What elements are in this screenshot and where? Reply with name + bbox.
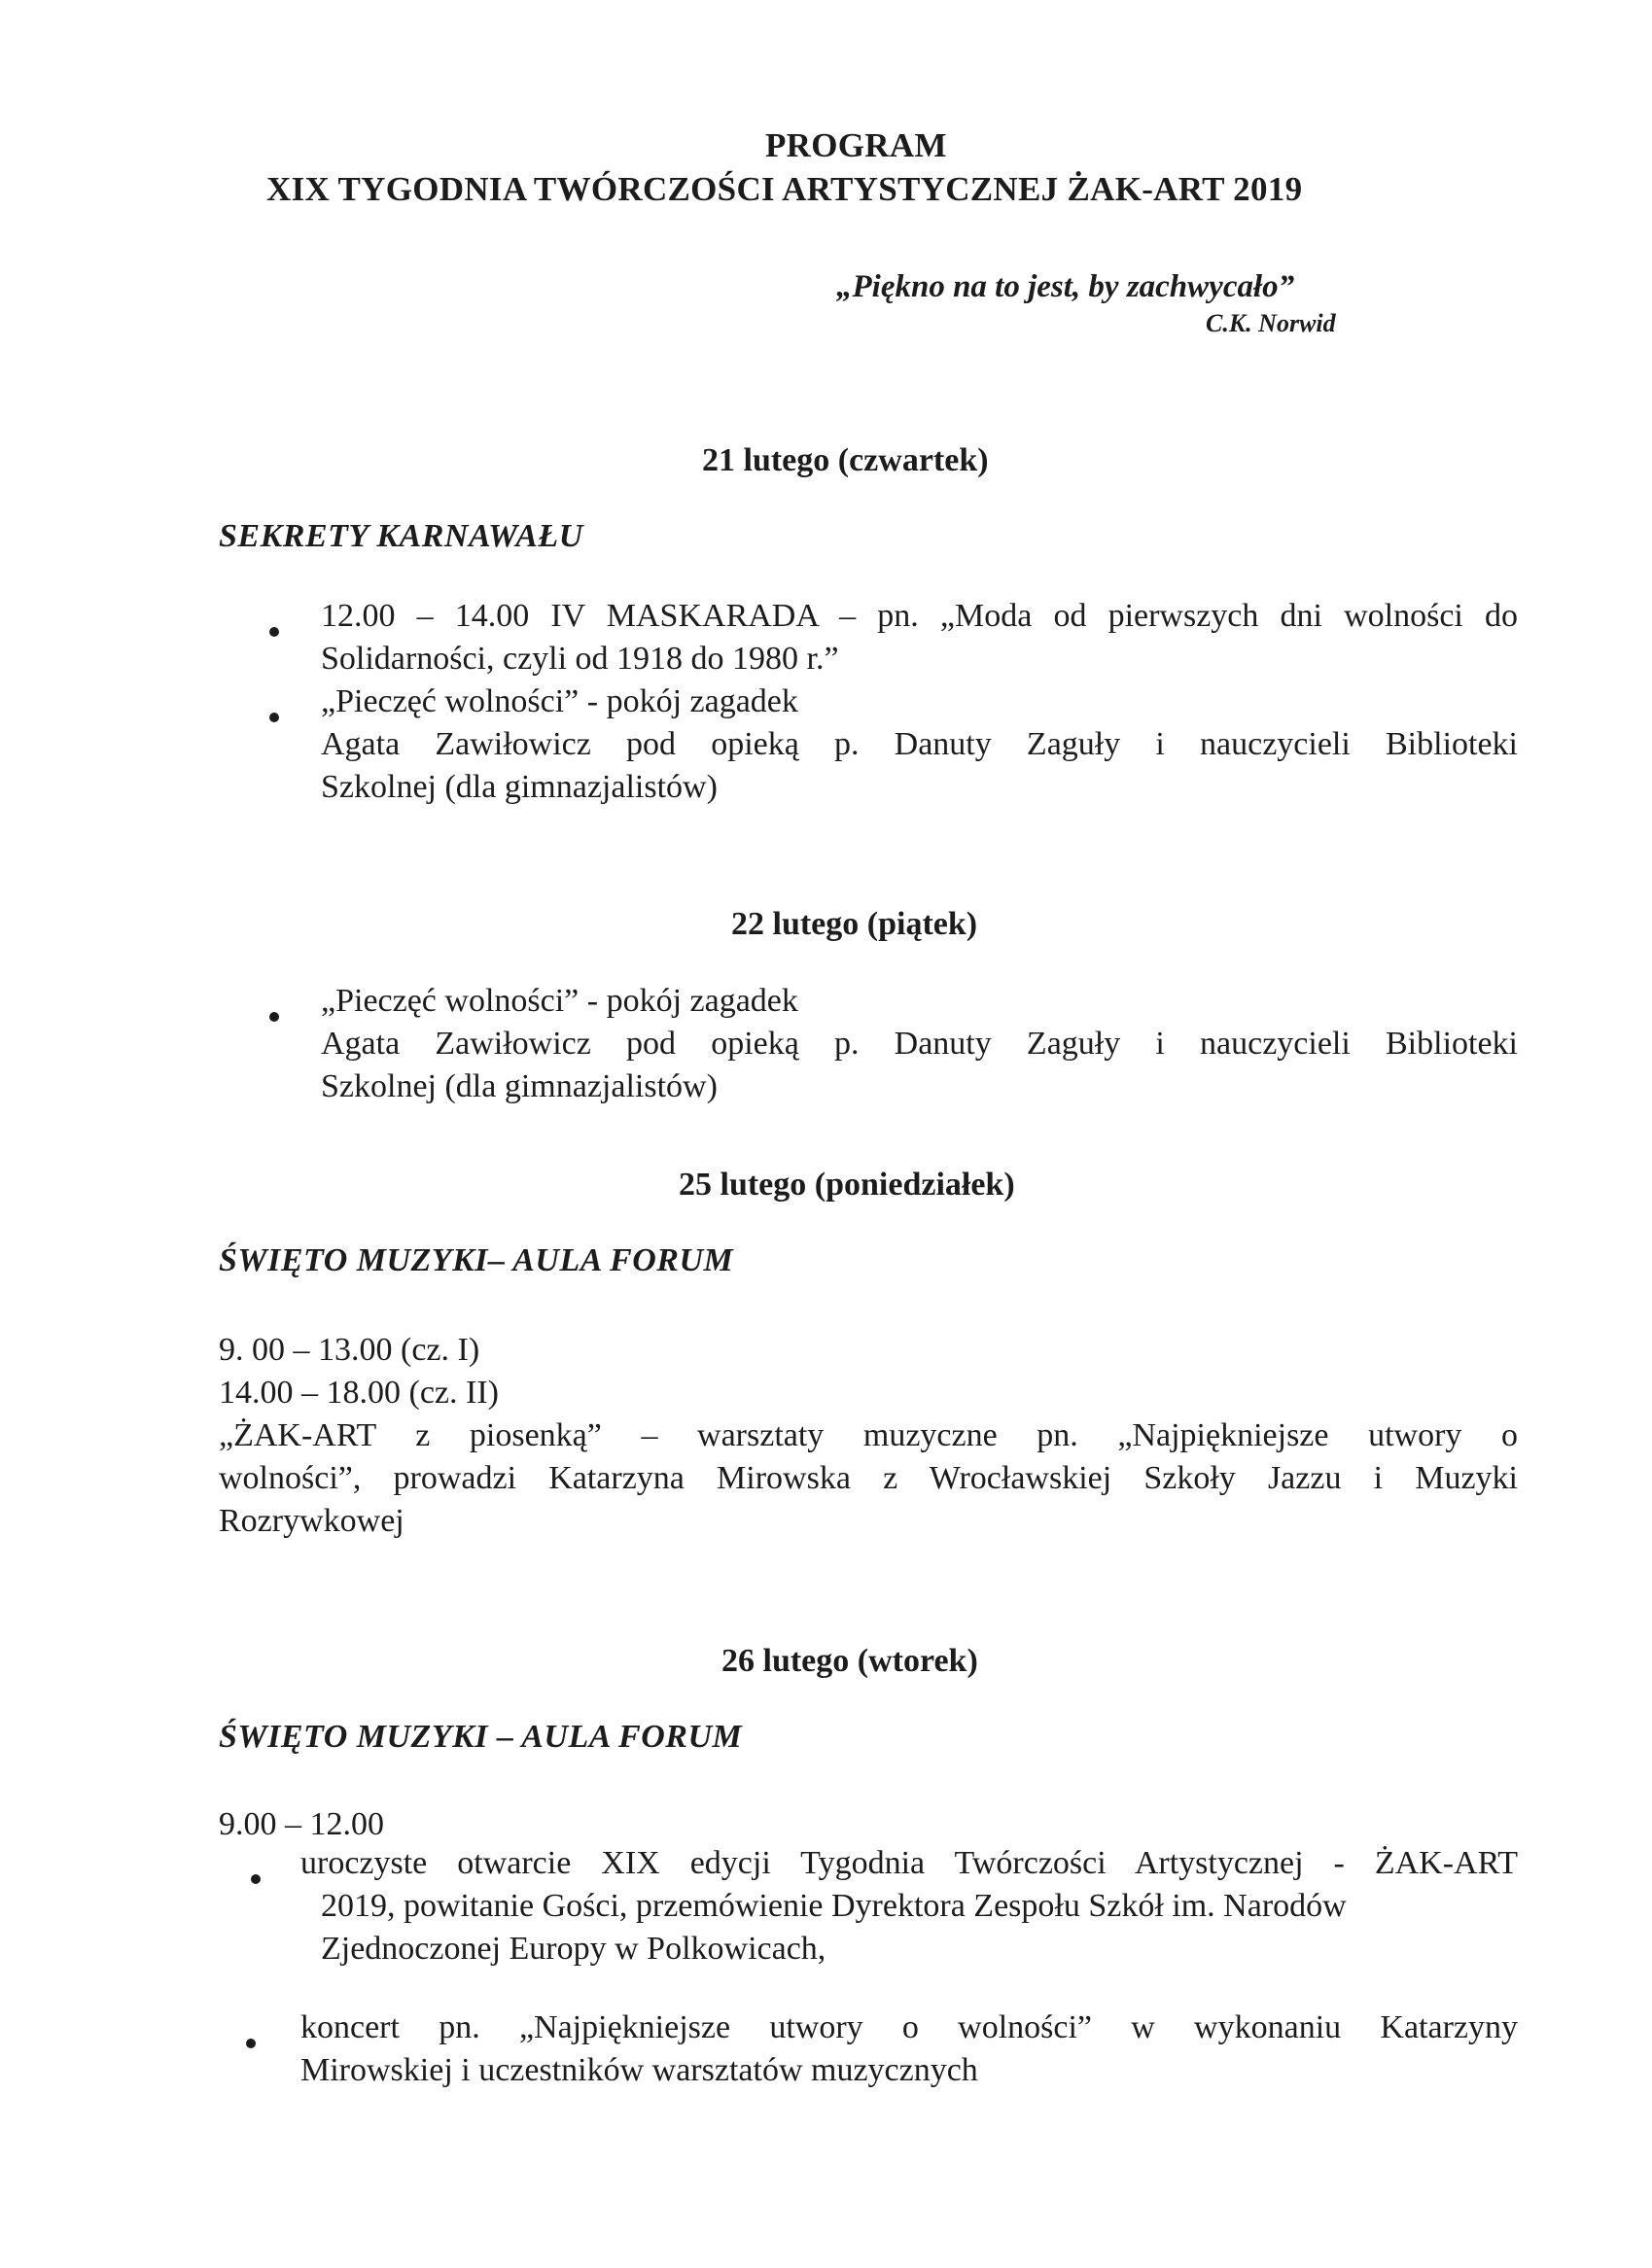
date-heading-21: 21 lutego (czwartek): [702, 442, 989, 478]
day2-item1-line1: „Pieczęć wolności” - pokój zagadek: [321, 983, 798, 1019]
day1-item1-line2: Solidarności, czyli od 1918 do 1980 r.”: [321, 641, 839, 677]
day4-item1-line1: uroczyste otwarcie XIX edycji Tygodnia Twórczości Artystycznej - ŻAK-ART: [300, 1845, 1518, 1881]
day4-item1-line2: 2019, powitanie Gości, przemówienie Dyrektora Zespołu Szkół im. Narodów: [321, 1888, 1347, 1924]
day4-item1-line3: Zjednoczonej Europy w Polkowicach,: [321, 1931, 826, 1967]
title-event: XIX TYGODNIA TWÓRCZOŚCI ARTYSTYCZNEJ ŻAK-ART 2019: [266, 170, 1303, 208]
bullet-icon: [269, 627, 279, 637]
motto-author: C.K. Norwid: [1206, 309, 1336, 337]
section-heading-swieto-muzyki-2: ŚWIĘTO MUZYKI – AULA FORUM: [219, 1719, 743, 1755]
day2-item1-line3: Szkolnej (dla gimnazjalistów): [321, 1068, 718, 1104]
date-heading-22: 22 lutego (piątek): [731, 906, 978, 942]
day1-item2-line3: Szkolnej (dla gimnazjalistów): [321, 769, 718, 805]
bullet-icon: [269, 713, 279, 722]
bullet-icon: [246, 2039, 256, 2048]
day1-item1-line1: 12.00 – 14.00 IV MASKARADA – pn. „Moda od pierwszych dni wolności do: [321, 598, 1518, 634]
title-program: PROGRAM: [765, 126, 947, 164]
day3-desc-line2: wolności”, prowadzi Katarzyna Mirowska z Wrocławskiej Szkoły Jazzu i Muzyki: [219, 1460, 1518, 1496]
day4-time: 9.00 – 12.00: [219, 1806, 384, 1842]
day3-desc-line1: „ŻAK-ART z piosenką” – warsztaty muzyczne pn. „Najpiękniejsze utwory o: [219, 1417, 1518, 1453]
date-heading-25: 25 lutego (poniedziałek): [679, 1167, 1015, 1203]
bullet-icon: [269, 1012, 279, 1022]
day3-desc-line3: Rozrywkowej: [219, 1503, 404, 1539]
day3-time2: 14.00 – 18.00 (cz. II): [219, 1375, 499, 1411]
section-heading-swieto-muzyki-1: ŚWIĘTO MUZYKI– AULA FORUM: [219, 1242, 734, 1278]
day1-item2-line1: „Pieczęć wolności” - pokój zagadek: [321, 683, 798, 719]
day4-item2-line2: Mirowskiej i uczestników warsztatów muzycznych: [300, 2052, 978, 2088]
bullet-icon: [251, 1874, 261, 1884]
day1-item2-line2: Agata Zawiłowicz pod opieką p. Danuty Zaguły i nauczycieli Biblioteki: [321, 726, 1518, 762]
day3-time1: 9. 00 – 13.00 (cz. I): [219, 1332, 480, 1368]
section-heading-sekrety: SEKRETY KARNAWAŁU: [219, 518, 583, 554]
day2-item1-line2: Agata Zawiłowicz pod opieką p. Danuty Zaguły i nauczycieli Biblioteki: [321, 1026, 1518, 1062]
day4-item2-line1: koncert pn. „Najpiękniejsze utwory o wolności” w wykonaniu Katarzyny: [300, 2009, 1518, 2045]
date-heading-26: 26 lutego (wtorek): [721, 1643, 978, 1679]
motto-quote: „Piękno na to jest, by zachwycało”: [836, 269, 1295, 304]
